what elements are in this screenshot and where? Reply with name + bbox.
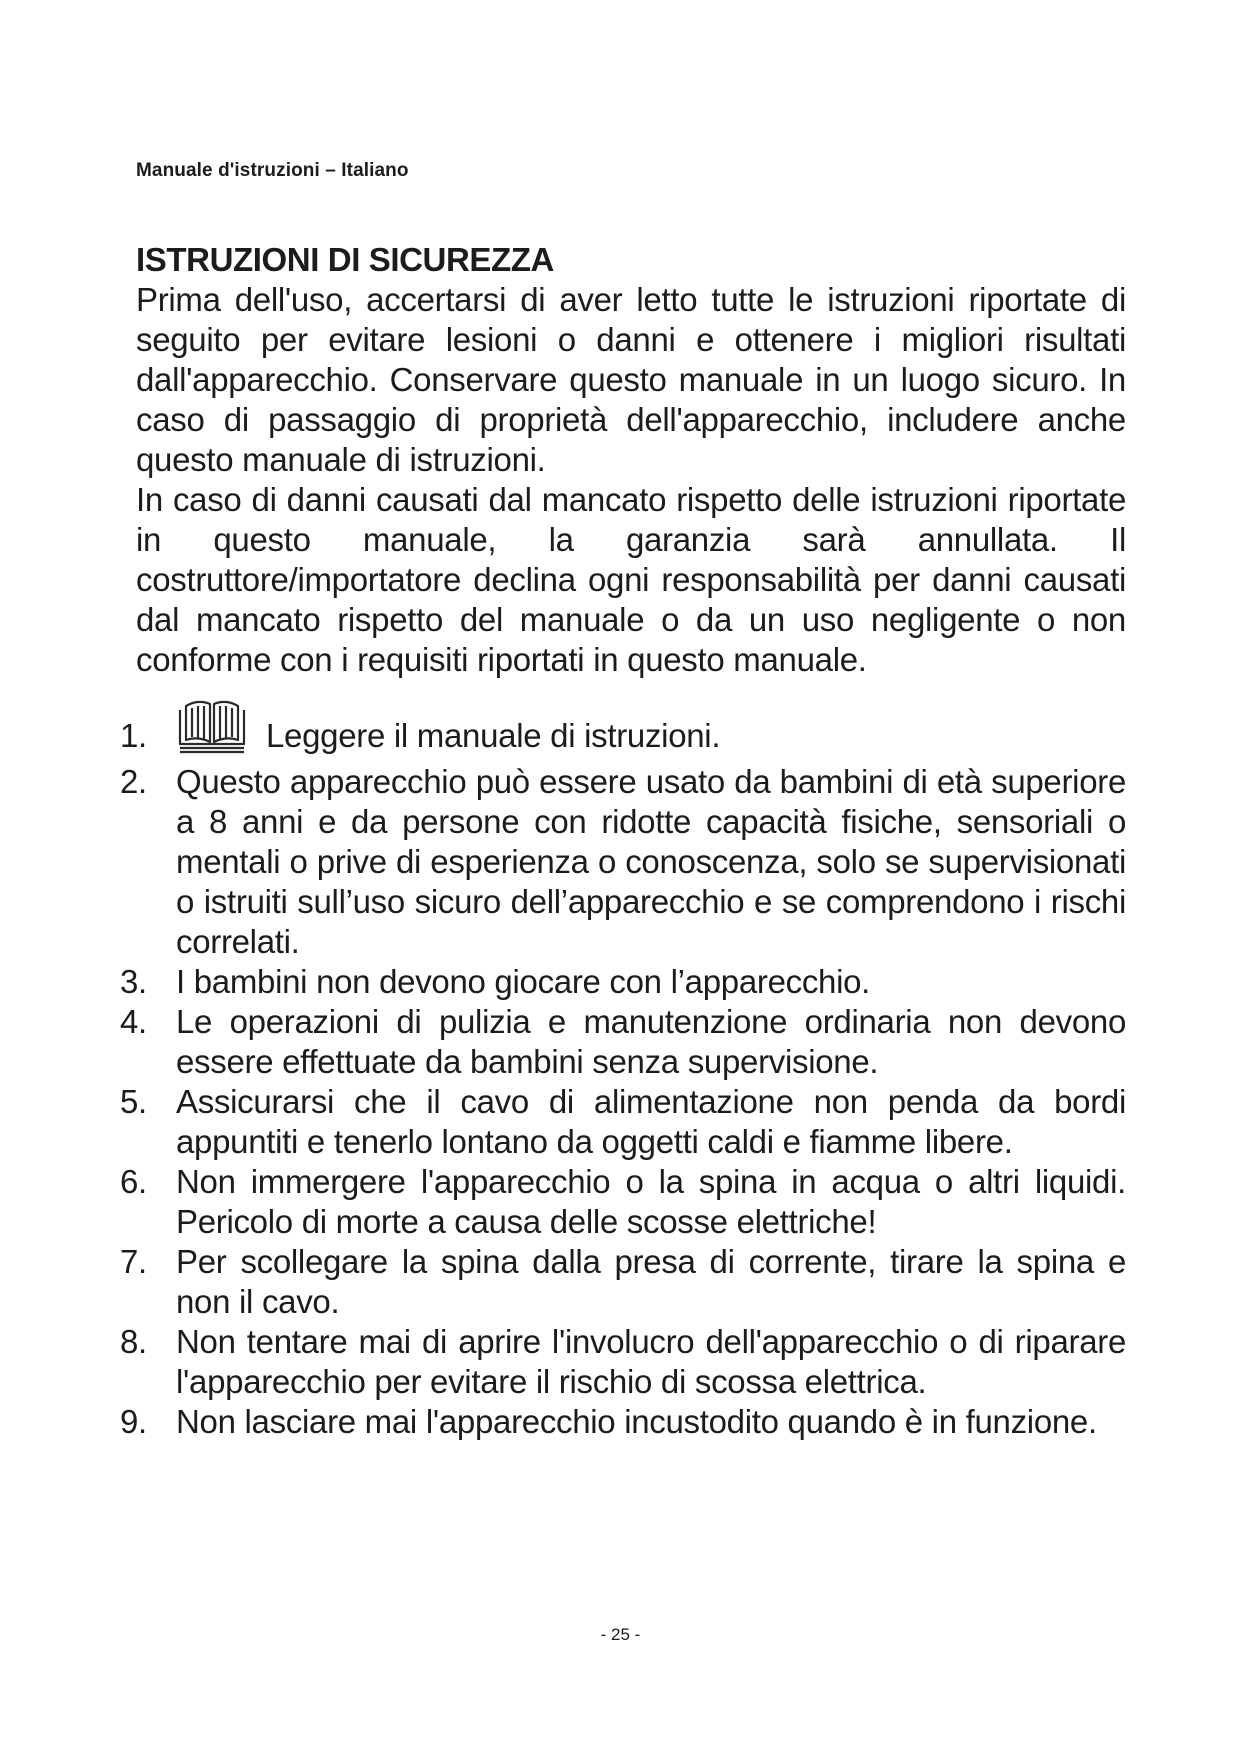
list-item-number: 3. [120, 963, 147, 1000]
list-item [120, 698, 1126, 756]
list-item [120, 1402, 1126, 1442]
list-item-text [176, 698, 1126, 756]
list-item [120, 1242, 1126, 1322]
list-item-text: Le operazioni di pulizia e manutenzione ordinaria non devono essere effettuate da bambini senza supervisione. [176, 1003, 1126, 1080]
list-item-text: Questo apparecchio può essere usato da bambini di età superiore a 8 anni e da persone con ridotte capacità fisiche, sensoriali o mentali o prive di esperienza o conoscenza, solo se supervisionati o istruiti sull’uso sicuro dell’apparecchio e se comprendono i rischi correlati. [176, 763, 1126, 960]
list-item-number: 7. [120, 1243, 147, 1280]
list-item-number: 9. [120, 1403, 147, 1440]
list-item-text: I bambini non devono giocare con l’apparecchio. [176, 963, 871, 1000]
book-icon [176, 698, 248, 756]
safety-instructions-list [120, 698, 1126, 1442]
list-item-number: 6. [120, 1163, 147, 1200]
intro-paragraph: Prima dell'uso, accertarsi di aver letto tutte le istruzioni riportate di seguito per evitare lesioni o danni e ottenere i migliori risultati dall'apparecchio. Conservare questo manuale in un luogo sicuro. In caso di passaggio di proprietà dell'apparecchio, includere anche questo manuale di istruzioni. [136, 281, 1126, 478]
list-item [120, 1002, 1126, 1082]
list-item-number: 4. [120, 1003, 147, 1040]
list-item-number: 5. [120, 1083, 147, 1120]
list-item-text: Non tentare mai di aprire l'involucro dell'apparecchio o di riparare l'apparecchio per evitare il rischio di scossa elettrica. [176, 1323, 1126, 1400]
list-item-number: 2. [120, 763, 147, 800]
list-item-text: Assicurarsi che il cavo di alimentazione non penda da bordi appuntiti e tenerlo lontano da oggetti caldi e fiamme libere. [176, 1083, 1126, 1160]
page-number: - 25 - [600, 1625, 641, 1644]
list-item-text: Per scollegare la spina dalla presa di corrente, tirare la spina e non il cavo. [176, 1243, 1126, 1320]
list-item [120, 962, 1126, 1002]
list-item-label: Leggere il manuale di istruzioni. [266, 717, 721, 754]
warranty-paragraph: In caso di danni causati dal mancato rispetto delle istruzioni riportate in questo manuale, la garanzia sarà annullata. Il costruttore/importatore declina ogni responsabilità per danni causati dal mancato rispetto del manuale o da un uso negligente o non conforme con i requisiti riportati in questo manuale. [136, 481, 1126, 678]
running-header: Manuale d'istruzioni – Italiano [136, 160, 409, 181]
list-item [120, 762, 1126, 962]
list-item-number: 1. [120, 717, 147, 754]
section-title: ISTRUZIONI DI SICUREZZA [136, 241, 554, 278]
list-item [120, 1322, 1126, 1402]
list-item [120, 1162, 1126, 1242]
list-item-text: Non lasciare mai l'apparecchio incustodito quando è in funzione. [176, 1403, 1097, 1440]
list-item-text: Non immergere l'apparecchio o la spina in acqua o altri liquidi. Pericolo di morte a causa delle scosse elettriche! [176, 1163, 1126, 1240]
list-item [120, 1082, 1126, 1162]
safety-section [120, 240, 1126, 1442]
list-item-number: 8. [120, 1323, 147, 1360]
